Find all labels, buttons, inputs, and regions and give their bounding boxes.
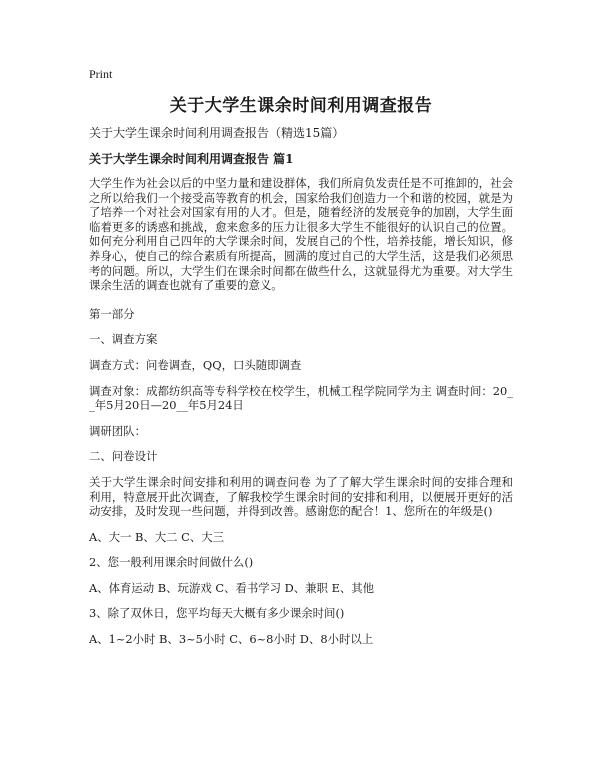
questionnaire-heading: 二、问卷设计 xyxy=(89,449,158,464)
document-page xyxy=(89,66,513,658)
question-3-options: A、1~2小时 B、3~5小时 C、6~8小时 D、8小时以上 xyxy=(89,632,374,647)
question-3: 3、除了双休日，您平均每天大概有多少课余时间() xyxy=(89,606,345,621)
survey-method: 调查方式：问卷调查，QQ，口头随即调查 xyxy=(89,357,302,372)
questionnaire-intro: 关于大学生课余时间安排和利用的调查问卷 为了了解大学生课余时间的安排合理和利用，特意展开此次调查，了解我校学生课余时间的安排和利用，以便展开更好的活动安排，及时发现一些问题，并得到改善。感谢您的配合！1、您所在的年级是() xyxy=(89,474,513,519)
question-1-options: A、大一 B、大二 C、大三 xyxy=(89,529,225,544)
part-heading: 第一部分 xyxy=(89,306,135,321)
research-team: 调研团队： xyxy=(89,423,146,438)
survey-plan-heading: 一、调查方案 xyxy=(89,332,158,347)
section-title: 关于大学生课余时间利用调查报告 篇1 xyxy=(89,152,294,166)
document-title: 关于大学生课余时间利用调查报告 xyxy=(169,96,433,116)
intro-paragraph: 大学生作为社会以后的中坚力量和建设群体，我们所肩负发责任是不可推卸的，社会之所以给我们一个接受高等教育的机会，国家给我们创造力一个和谐的校园，就是为了培养一个对社会对国家有用的人才。但是，随着经济的发展竞争的加剧，大学生面临着更多的诱惑和挑战，愈来愈多的压力让很多大学生不能很好的认识自己的位置。如何充分利用自己四年的大学课余时间，发展自己的个性，培养技能，增长知识，修养身心，使自己的综合素质有所提高，圆满的度过自己的大学生活，这是我们必须思考的问题。所以，大学生们在课余时间都在做些什么，这就显得尤为重要。对大学生课余生活的调查也就有了重要的意义。 xyxy=(89,176,513,293)
document-subtitle: 关于大学生课余时间利用调查报告（精选15篇） xyxy=(89,126,345,140)
print-label: Print xyxy=(89,67,113,81)
question-2-options: A、体育运动 B、玩游戏 C、看书学习 D、兼职 E、其他 xyxy=(89,580,375,595)
question-2: 2、您一般利用课余时间做什么() xyxy=(89,555,254,570)
survey-target: 调查对象：成都纺织高等专科学校在校学生，机械工程学院同学为主 调查时间：20__年5月20日—20__年5月24日 xyxy=(89,383,513,413)
